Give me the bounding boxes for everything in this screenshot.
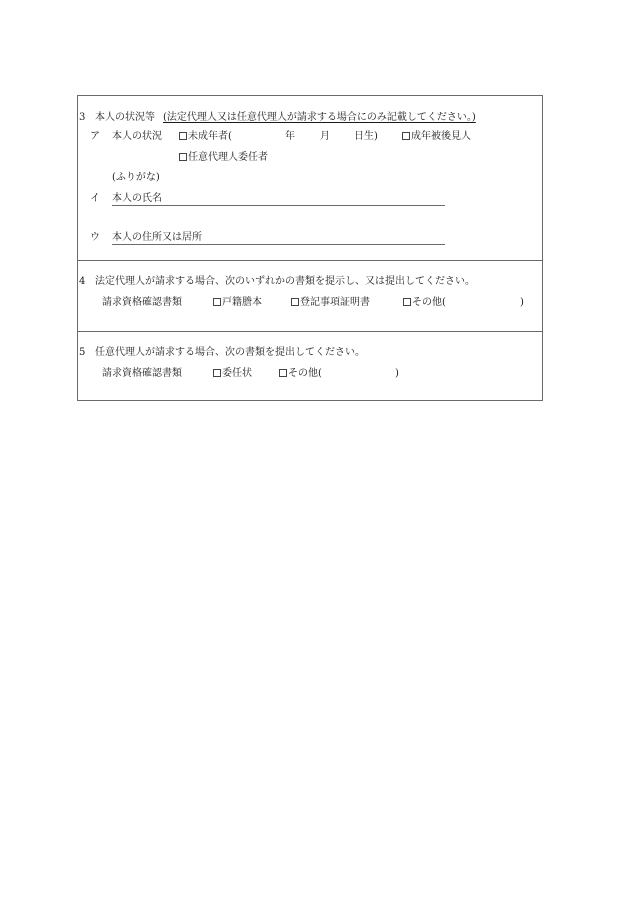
family-register-option[interactable]: [213, 297, 262, 309]
name-label: 本人の氏名: [112, 193, 162, 204]
minor-option[interactable]: [179, 131, 232, 143]
item-i-label: イ: [90, 193, 100, 204]
delegator-checkbox[interactable]: [179, 153, 187, 161]
section5-docs-label: 請求資格確認書類: [102, 368, 182, 379]
power-of-attorney-option[interactable]: [213, 368, 252, 380]
section4-other-label: その他(: [412, 297, 446, 308]
section4-docs-label: 請求資格確認書類: [102, 297, 182, 308]
address-input-line[interactable]: [112, 244, 445, 245]
furigana-label: (ふりがな): [112, 172, 160, 183]
item-a-label: ア: [90, 131, 100, 142]
name-input-line[interactable]: [112, 205, 445, 206]
adult-ward-checkbox[interactable]: [402, 132, 410, 140]
registry-certificate-label: 登記事項証明書: [300, 297, 370, 308]
section4-other-close: ): [520, 297, 524, 308]
request-form-box: [77, 95, 543, 401]
minor-label: 未成年者(: [188, 131, 232, 142]
adult-ward-label: 成年被後見人: [411, 131, 471, 142]
birth-year-label: 年: [285, 131, 295, 142]
section3-title: 本人の状況等: [95, 112, 155, 123]
section4-other-option[interactable]: [403, 297, 446, 309]
delegator-option[interactable]: [179, 152, 268, 164]
address-label: 本人の住所又は居所: [112, 232, 202, 243]
section4-other-checkbox[interactable]: [403, 298, 411, 306]
adult-ward-option[interactable]: [402, 131, 471, 143]
family-register-checkbox[interactable]: [213, 298, 221, 306]
power-of-attorney-checkbox[interactable]: [213, 369, 221, 377]
section4-number: 4: [79, 276, 86, 287]
minor-checkbox[interactable]: [179, 132, 187, 140]
section3-note: (法定代理人又は任意代理人が請求する場合にのみ記載してください。): [163, 112, 476, 123]
section-principal-status: [78, 96, 542, 261]
section5-other-label: その他(: [288, 368, 322, 379]
family-register-label: 戸籍謄本: [222, 297, 262, 308]
delegator-label: 任意代理人委任者: [188, 152, 268, 163]
registry-certificate-checkbox[interactable]: [291, 298, 299, 306]
birth-month-label: 月: [320, 131, 330, 142]
item-u-label: ウ: [90, 232, 100, 243]
power-of-attorney-label: 委任状: [222, 368, 252, 379]
status-label: 本人の状況: [112, 131, 162, 142]
section4-title: 法定代理人が請求する場合、次のいずれかの書類を提示し、又は提出してください。: [95, 276, 475, 287]
section5-other-close: ): [395, 368, 399, 379]
section-voluntary-representative: [78, 332, 542, 402]
birth-day-label: 日生): [354, 131, 378, 142]
section5-other-checkbox[interactable]: [279, 369, 287, 377]
section-legal-representative: [78, 261, 542, 332]
section5-other-option[interactable]: [279, 368, 322, 380]
section5-title: 任意代理人が請求する場合、次の書類を提出してください。: [95, 347, 365, 358]
registry-certificate-option[interactable]: [291, 297, 370, 309]
section5-number: 5: [79, 347, 86, 358]
section3-number: 3: [79, 112, 86, 123]
